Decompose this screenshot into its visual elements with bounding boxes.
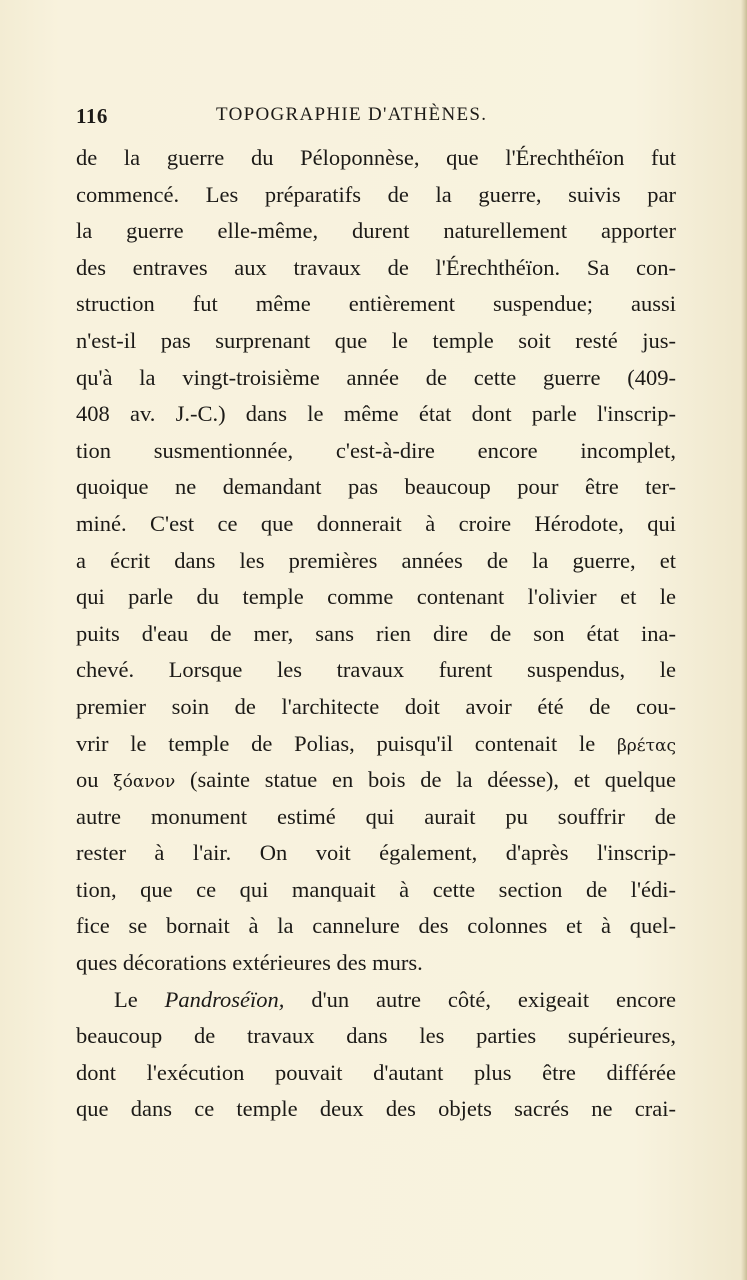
text-line: commencé. Les préparatifs de la guerre, suivis par xyxy=(76,181,676,207)
text-line: de la guerre du Péloponnèse, que l'Érechthéïon fut xyxy=(76,145,676,170)
text-line: premier soin de l'architecte doit avoir été de cou- xyxy=(76,693,676,719)
text-line: puits d'eau de mer, sans rien dire de son état ina- xyxy=(76,620,676,646)
text-line: tion, que ce qui manquait à cette section de l'édi- xyxy=(76,876,676,902)
running-head xyxy=(76,104,676,134)
page-number: 116 xyxy=(76,104,108,128)
line-prefix: ou xyxy=(76,767,99,793)
text-line: n'est-il pas surprenant que le temple soit resté jus- xyxy=(76,327,676,353)
page-edge xyxy=(741,0,747,1280)
italic-term: Pandroséïon, xyxy=(164,986,285,1012)
line-text: d'un autre côté, exigeait encore xyxy=(311,986,676,1012)
line-text: (sainte statue en bois de la déesse), et quelque xyxy=(190,767,677,793)
greek-word: ξόανον xyxy=(113,772,176,793)
running-title: TOPOGRAPHIE D'ATHÈNES. xyxy=(216,104,488,125)
text-line-greek xyxy=(76,762,676,799)
text-line: rester à l'air. On voit également, d'après l'inscrip- xyxy=(76,840,676,866)
text-line: miné. C'est ce que donnerait à croire Hérodote, qui xyxy=(76,510,676,536)
line-text: vrir le temple de Polias, puisqu'il contenait le xyxy=(76,730,596,756)
text-line: chevé. Lorsque les travaux furent suspendus, le xyxy=(76,657,676,683)
text-line: dont l'exécution pouvait d'autant plus être différée xyxy=(76,1059,676,1085)
text-line: 408 av. J.-C.) dans le même état dont parle l'inscrip- xyxy=(76,401,676,427)
paragraph-first-line xyxy=(76,982,676,1019)
text-line: tion susmentionnée, c'est-à-dire encore incomplet, xyxy=(76,437,676,463)
text-line: la guerre elle-même, durent naturellement apporter xyxy=(76,218,676,244)
greek-word: βρέτας xyxy=(616,735,676,756)
line-prefix: Le xyxy=(114,986,138,1012)
text-line: des entraves aux travaux de l'Érechthéïon. Sa con- xyxy=(76,254,676,280)
body-text xyxy=(76,140,676,1128)
text-line: fice se bornait à la cannelure des colonnes et à quel- xyxy=(76,913,676,939)
text-line: qu'à la vingt-troisième année de cette guerre (409- xyxy=(76,364,676,390)
paragraph-last-line: ques décorations extérieures des murs. xyxy=(76,950,423,976)
text-line: struction fut même entièrement suspendue; aussi xyxy=(76,291,676,317)
text-line: beaucoup de travaux dans les parties supérieures, xyxy=(76,1023,676,1049)
text-line: a écrit dans les premières années de la guerre, et xyxy=(76,547,676,573)
text-line: que dans ce temple deux des objets sacrés ne crai- xyxy=(76,1096,676,1122)
text-line-greek xyxy=(76,726,676,763)
text-line: qui parle du temple comme contenant l'olivier et le xyxy=(76,584,676,610)
text-line: quoique ne demandant pas beaucoup pour être ter- xyxy=(76,474,676,500)
text-line: autre monument estimé qui aurait pu souffrir de xyxy=(76,803,676,829)
